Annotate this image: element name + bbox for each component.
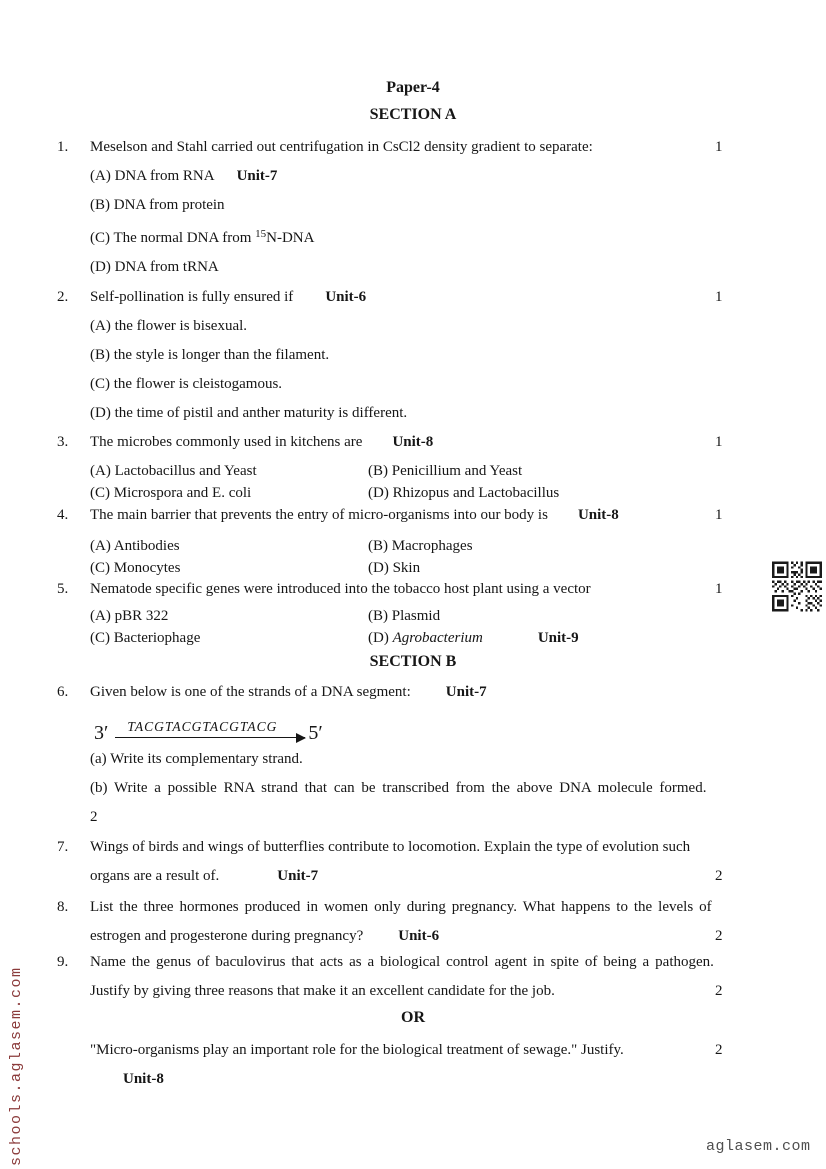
question-text-line-1: List the three hormones produced in women only during pregnancy. What happens to the levels of [90,899,712,915]
question-6 [57,678,763,832]
unit-tag: Unit-6 [325,289,367,305]
question-number: 7. [57,839,69,855]
option-b: (B) Penicillium and Yeast [368,463,523,479]
options-row-1 [90,605,763,627]
dna-5prime-end: 5′ [308,722,323,744]
unit-tag: Unit-7 [445,684,487,700]
option-d: (D) Rhizopus and Lactobacillus [368,485,560,501]
or-heading: OR [401,1009,425,1026]
option-c: (C) The normal DNA from $^{15}$N-DNA [90,228,315,246]
option-d: (D) the time of pistil and anther maturity is different. [90,405,408,421]
marks-value: 2 [715,983,723,999]
options-row-2 [90,557,763,579]
question-number: 6. [57,684,69,700]
question-9-or-alternative [57,1036,763,1094]
question-text-line-2: estrogen and progesterone during pregnancy? Unit-6 [90,928,440,944]
question-text-line-1: Wings of birds and wings of butterflies contribute to locomotion. Explain the type of evolution such [90,839,691,855]
question-text: The microbes commonly used in kitchens are Unit-8 [90,434,434,450]
question-text-line-2: Justify by giving three reasons that make it an excellent candidate for the job. [90,983,555,999]
unit-tag: Unit-7 [277,868,319,884]
question-9 [57,948,763,1006]
option-c: (C) Monocytes [90,560,181,576]
isotope-superscript: 15 [255,228,267,240]
option-a: (A) pBR 322 [90,608,169,624]
dna-3prime-end: 3′ [94,722,109,744]
question-number: 3. [57,434,69,450]
question-number: 4. [57,507,69,523]
question-7 [57,833,763,891]
question-text: The main barrier that prevents the entry of micro-organisms into our body is Unit-8 [90,507,619,523]
marks-value: 1 [715,581,723,597]
question-2 [57,283,763,428]
option-a: (A) Lactobacillus and Yeast [90,463,257,479]
option-a: (A) the flower is bisexual. [90,318,248,334]
option-d: (D) Agrobacterium Unit-9 [368,630,579,646]
question-number: 9. [57,954,69,970]
section-a-heading: SECTION A [369,106,457,123]
question-8 [57,893,763,951]
option-b: (B) Macrophages [368,538,473,554]
option-b: (B) Plasmid [368,608,441,624]
dna-sequence: TACGTACGTACGTACG [127,719,278,734]
option-a: (A) Antibodies [90,538,180,554]
question-text: Given below is one of the strands of a DNA segment: Unit-7 [90,684,487,700]
question-text: Meselson and Stahl carried out centrifugation in CsCl2 density gradient to separate: [90,139,593,155]
question-1 [57,133,763,282]
marks-value: 1 [715,139,723,155]
unit-tag: Unit-7 [236,168,278,184]
options-row-1 [90,535,763,557]
unit-tag: Unit-8 [392,434,434,450]
question-text: "Micro-organisms play an important role for the biological treatment of sewage." Justify. [90,1042,624,1058]
subquestion-a: (a) Write its complementary strand. [90,751,303,767]
left-vertical-watermark: schools.aglasem.com [8,966,25,1166]
option-b: (B) DNA from protein [90,197,225,213]
marks-value: 2 [715,868,723,884]
question-number: 8. [57,899,69,915]
unit-tag: Unit-8 [577,507,619,523]
option-a: (A) DNA from RNA Unit-7 [90,168,278,184]
subquestion-b: (b) Write a possible RNA strand that can be transcribed from the above DNA molecule formed. [90,780,707,796]
options-row-2 [90,627,763,649]
question-number: 1. [57,139,69,155]
option-d: (D) Skin [368,560,421,576]
question-3 [57,431,763,504]
marks-value: 1 [715,289,723,305]
question-text-line-2: organs are a result of. Unit-7 [90,868,319,884]
option-c: (C) the flower is cleistogamous. [90,376,283,392]
question-text: Self-pollination is fully ensured if Unit-6 [90,289,367,305]
question-text-line-1: Name the genus of baculovirus that acts as a biological control agent in spite of being a pathogen. [90,954,714,970]
question-4 [57,504,763,579]
question-5 [57,578,763,649]
question-text: Nematode specific genes were introduced into the tobacco host plant using a vector [90,581,591,597]
marks-value: 1 [715,434,723,450]
unit-tag: Unit-6 [398,928,440,944]
marks-value: 1 [715,507,723,523]
marks-value: 2 [90,809,98,825]
options-row-2 [90,482,763,504]
dna-arrow [115,719,305,738]
option-d: (D) DNA from tRNA [90,259,219,275]
unit-tag: Unit-9 [537,630,579,646]
paper-title: Paper-4 [386,79,440,96]
option-c: (C) Bacteriophage [90,630,201,646]
question-number: 5. [57,581,69,597]
dna-strand-diagram [94,707,763,745]
question-number: 2. [57,289,69,305]
options-row-1 [90,460,763,482]
genus-italic: Agrobacterium [392,630,483,646]
bottom-right-watermark: aglasem.com [706,1138,811,1155]
marks-value: 2 [715,928,723,944]
option-c: (C) Microspora and E. coli [90,485,252,501]
qr-code [772,558,822,615]
unit-tag: Unit-8 [123,1071,164,1087]
option-b: (B) the style is longer than the filament. [90,347,330,363]
marks-value: 2 [715,1042,723,1058]
section-b-heading: SECTION B [369,653,457,670]
